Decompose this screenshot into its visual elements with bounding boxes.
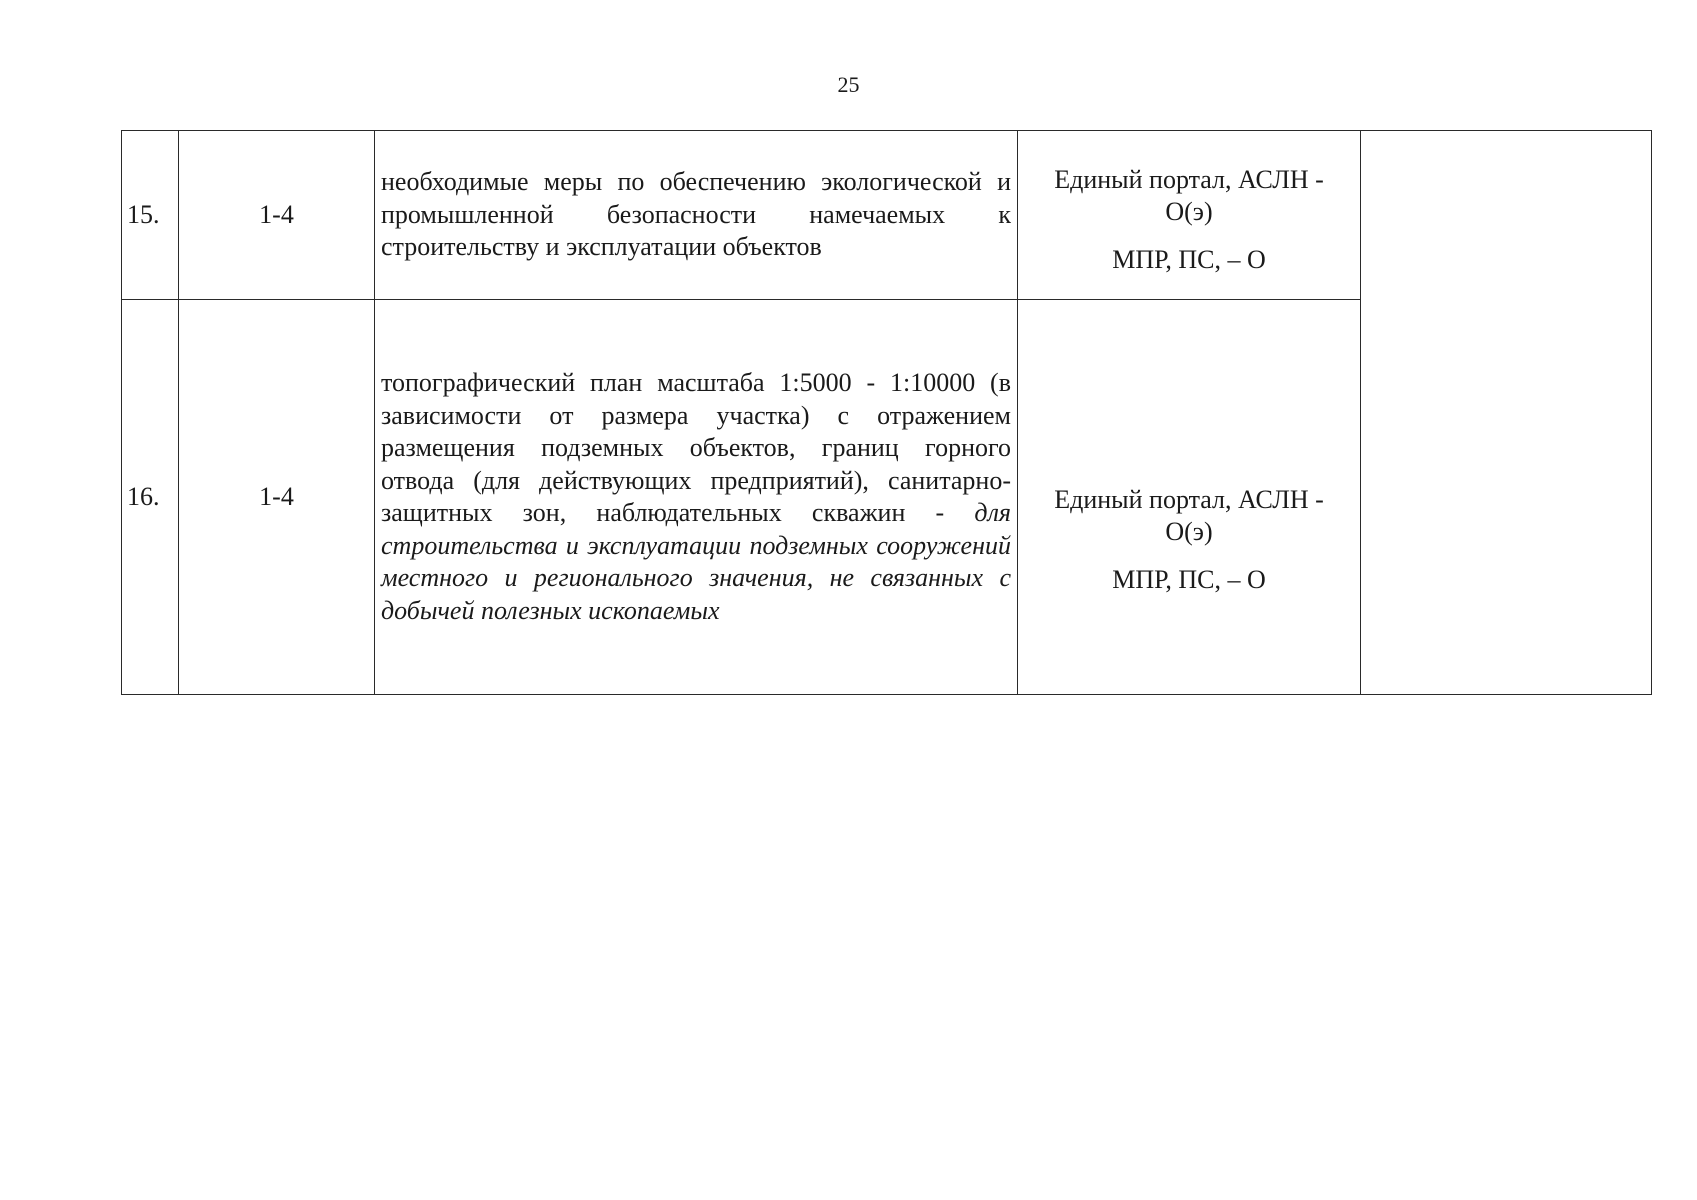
page-number: 25 [837, 72, 860, 97]
row-description [375, 131, 1018, 300]
source-authority: МПР, ПС, – О [1112, 244, 1266, 274]
source-portal: Единый портал, АСЛН - О(э) [1054, 484, 1324, 547]
row-note [1361, 131, 1652, 695]
source-authority: МПР, ПС, – О [1112, 564, 1266, 594]
requirements-table [121, 130, 1652, 695]
description-text: необходимые меры по обеспечению экологической и промышленной безопасности намечаемых к строительству и эксплуатации объектов [381, 167, 1011, 262]
row-description [375, 300, 1018, 695]
description-regular: топографический план масштаба 1:5000 - 1:10000 (в зависимости от размера участка) с отражением размещения подземных объектов, границ горного отвода (для действующих предприятий), санитарно-защитных зон, наблюдательных скважин - [381, 368, 1011, 527]
description-text [381, 367, 1011, 627]
row-source [1018, 131, 1361, 300]
row-number: 15. [122, 131, 179, 300]
row-number: 16. [122, 300, 179, 695]
row-source [1018, 300, 1361, 695]
source-portal: Единый портал, АСЛН - О(э) [1054, 164, 1324, 227]
description-italic: для строительства и эксплуатации подземных сооружений местного и регионального значения, не связанных с добычей полезных ископаемых [381, 498, 1011, 625]
row-code: 1-4 [179, 300, 375, 695]
row-code: 1-4 [179, 131, 375, 300]
table-row [122, 131, 1652, 300]
